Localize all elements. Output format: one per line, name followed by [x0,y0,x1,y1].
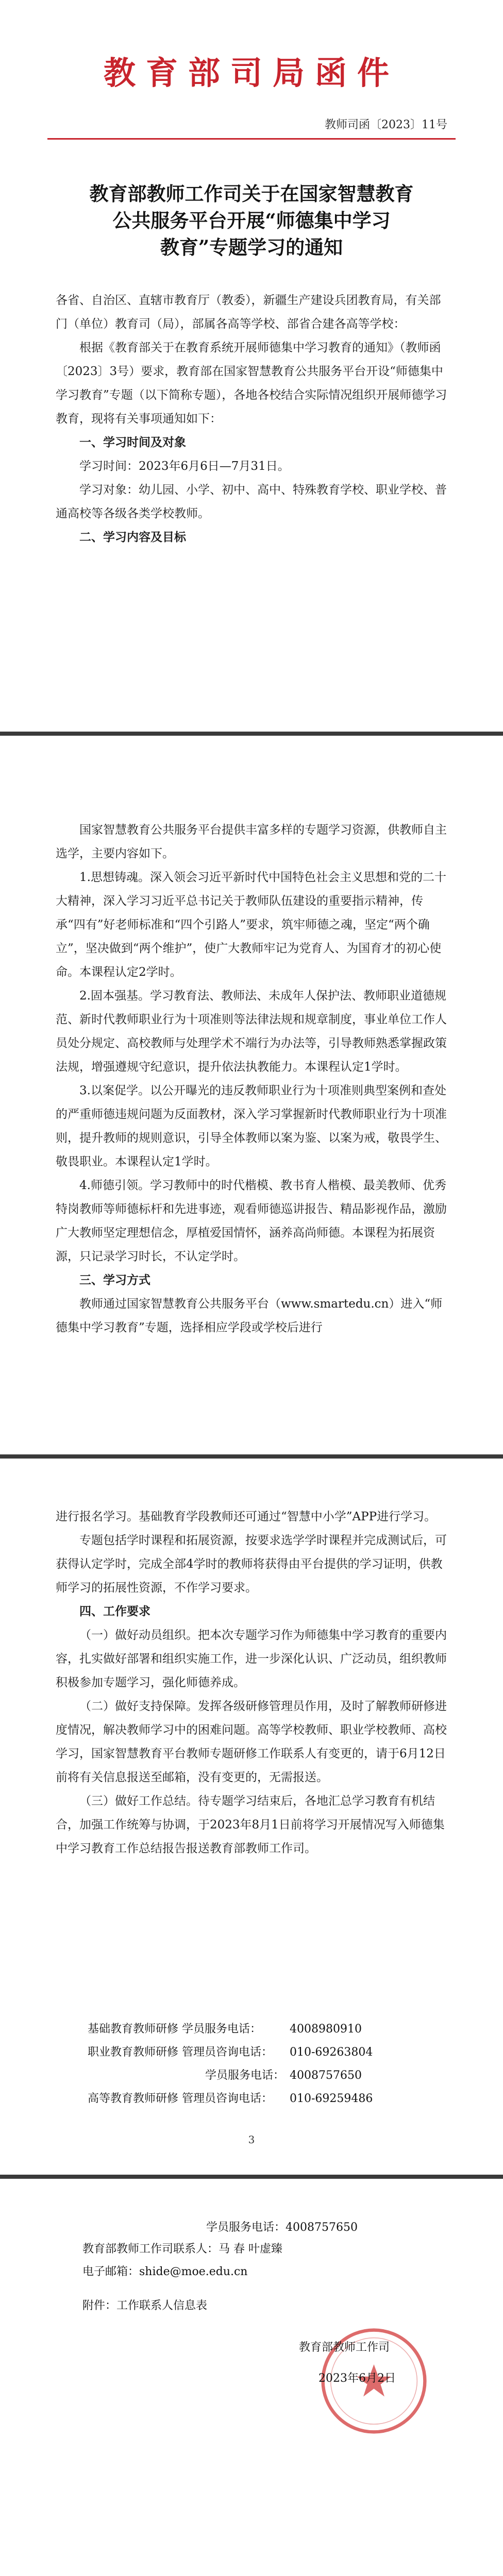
title-line: 教育部教师工作司关于在国家智慧教育 [89,182,414,205]
title-line: 教育”专题学习的通知 [160,236,343,259]
body-paragraph: （三）做好工作总结。待专题学习结束后，各地汇总学习教育有机结合，加强工作统筹与协调，于2023年8月1日前将学习开展情况写入师德集中学习教育工作总结报告报送教育部教师工作司。 [56,1794,445,1855]
body-paragraph: 3.以案促学。以公开曝光的违反教师职业行为十项准则典型案例和查处的严重师德违规问题为反面教材，深入学习掌握新时代教师职业行为十项准则，提升教师的规则意识，引导全体教师以案为鉴、以案为戒，敬畏学生、敬畏职业。本课程认定1学时。 [56,1084,447,1168]
contact-unit: 高等教育教师研修 管理员咨询电话： [88,2092,273,2105]
sender-name: 教育部教师工作司 [299,2341,390,2354]
contact-unit: 基础教育教师研修 学员服务电话： [88,2023,261,2036]
addressee-paragraph: 各省、自治区、直辖市教育厅（教委），新疆生产建设兵团教育局，有关部门（单位）教育司（局），部属各高等学校、部省合建各高等学校： [56,294,441,331]
contact-unit: 学员服务电话： [205,2069,284,2082]
section-heading: 三、学习方式 [79,1274,150,1287]
contact-phone-line: 学员服务电话：4008757650 [206,2221,358,2234]
title-line: 公共服务平台开展“师德集中学习 [112,209,391,232]
document-number: 教师司函〔2023〕11号 [325,118,447,131]
section-heading: 一、学习时间及对象 [79,436,186,449]
body-paragraph: 教师通过国家智慧教育公共服务平台（www.smartedu.cn）进入“师德集中学习教育”专题，选择相应学段或学校后进行 [56,1297,443,1334]
contact-person-line: 教育部教师工作司联系人：马 春 叶虚臻 [82,2243,282,2256]
body-paragraph: （一）做好动员组织。把本次专题学习作为师德集中学习教育的重要内容，扎实做好部署和组织实施工作，进一步深化认识、广泛动员，组织教师积极参加专题学习，强化师德养成。 [56,1629,447,1689]
body-paragraph: 国家智慧教育公共服务平台提供丰富多样的专题学习资源，供教师自主选学，主要内容如下。 [56,823,447,860]
page-number: 3 [248,2133,255,2146]
section-heading: 二、学习内容及目标 [79,531,186,544]
body-paragraph: 根据《教育部关于在教育系统开展师德集中学习教育的通知》（教师函〔2023〕3号）要求，教育部在国家智慧教育公共服务平台开设“师德集中学习教育”专题（以下简称专题），各地各校结合实际情况组织开展师德学习教育，现将有关事项通知如下： [56,341,447,426]
document-page-2 [0,736,503,1454]
issue-date: 2023年6月2日 [318,2372,396,2385]
contact-phone: 010-69259486 [290,2092,373,2105]
body-paragraph: 4.师德引领。学习教师中的时代楷模、教书育人楷模、最美教师、优秀特岗教师等师德标杆和先进事迹，观看师德巡讲报告、精品影视作品，激励广大教师坚定理想信念，厚植爱国情怀，涵养高尚师德。本课程为拓展资源，只记录学习时长，不认定学时。 [56,1179,447,1263]
contact-phone: 4008757650 [290,2069,362,2082]
contact-row [88,2018,448,2041]
body-paragraph: 2.固本强基。学习教育法、教师法、未成年人保护法、教师职业道德规范、新时代教师职业行为十项准则等法律法规和规章制度，事业单位工作人员处分规定、高校教师与处理学术不端行为办法等，引导教师熟悉掌握政策法规，增强遵规守纪意识，提升依法执教能力。本课程认定1学时。 [56,989,447,1074]
document-page-3 [0,1459,503,2175]
section-heading: 四、工作要求 [79,1605,150,1618]
body-paragraph: 学习对象：幼儿园、小学、初中、高中、特殊教育学校、职业学校、普通高校等各级各类学校教师。 [56,483,447,520]
contact-row [88,2064,448,2087]
body-paragraph: 1.思想铸魂。深入领会习近平新时代中国特色社会主义思想和党的二十大精神，深入学习习近平总书记关于教师队伍建设的重要指示精神，传承“四有”好老师标准和“四个引路人”要求，筑牢师德之魂，坚定“两个确立”，坚决做到“两个维护”，使广大教师牢记为党育人、为国育才的初心使命。本课程认定2学时。 [56,871,446,979]
letterhead-title: 教育部司局函件 [103,54,399,92]
contact-phone: 010-69263804 [290,2046,373,2059]
body-paragraph: 进行报名学习。基础教育学段教师还可通过“智慧中小学”APP进行学习。 [56,1510,437,1523]
email-line: 电子邮箱：shide@moe.edu.cn [82,2265,248,2278]
body-paragraph: 学习时间：2023年6月6日—7月31日。 [79,460,290,473]
contact-row [88,2087,448,2110]
contact-unit: 职业教育教师研修 管理员咨询电话： [88,2046,273,2059]
body-paragraph: （二）做好支持保障。发挥各级研修管理员作用，及时了解教师研修进度情况，解决教师学习中的困难问题。高等学校教师、职业学校教师、高校学习，国家智慧教育平台教师专题研修工作联系人有变更的，请于6月12日前将有关信息报送至邮箱，没有变更的，无需报送。 [56,1700,447,1784]
contact-phone: 4008980910 [290,2023,362,2036]
contact-list [88,2018,448,2110]
letterhead-red-rule [47,138,456,140]
attachment-line: 附件：工作联系人信息表 [82,2299,208,2312]
document-page-1 [0,0,503,732]
document-page-4 [0,2179,503,2576]
page2-body [56,818,447,1340]
contact-row [88,2041,448,2064]
page3-body [56,1505,447,1860]
body-paragraph: 专题包括学时课程和拓展资源，按要求选学学时课程并完成测试后，可获得认定学时，完成全部4学时的教师将获得由平台提供的学习证明，供教师学习的拓展性资源，不作学习要求。 [56,1534,447,1595]
page1-body [56,289,447,549]
document-title [47,180,456,261]
